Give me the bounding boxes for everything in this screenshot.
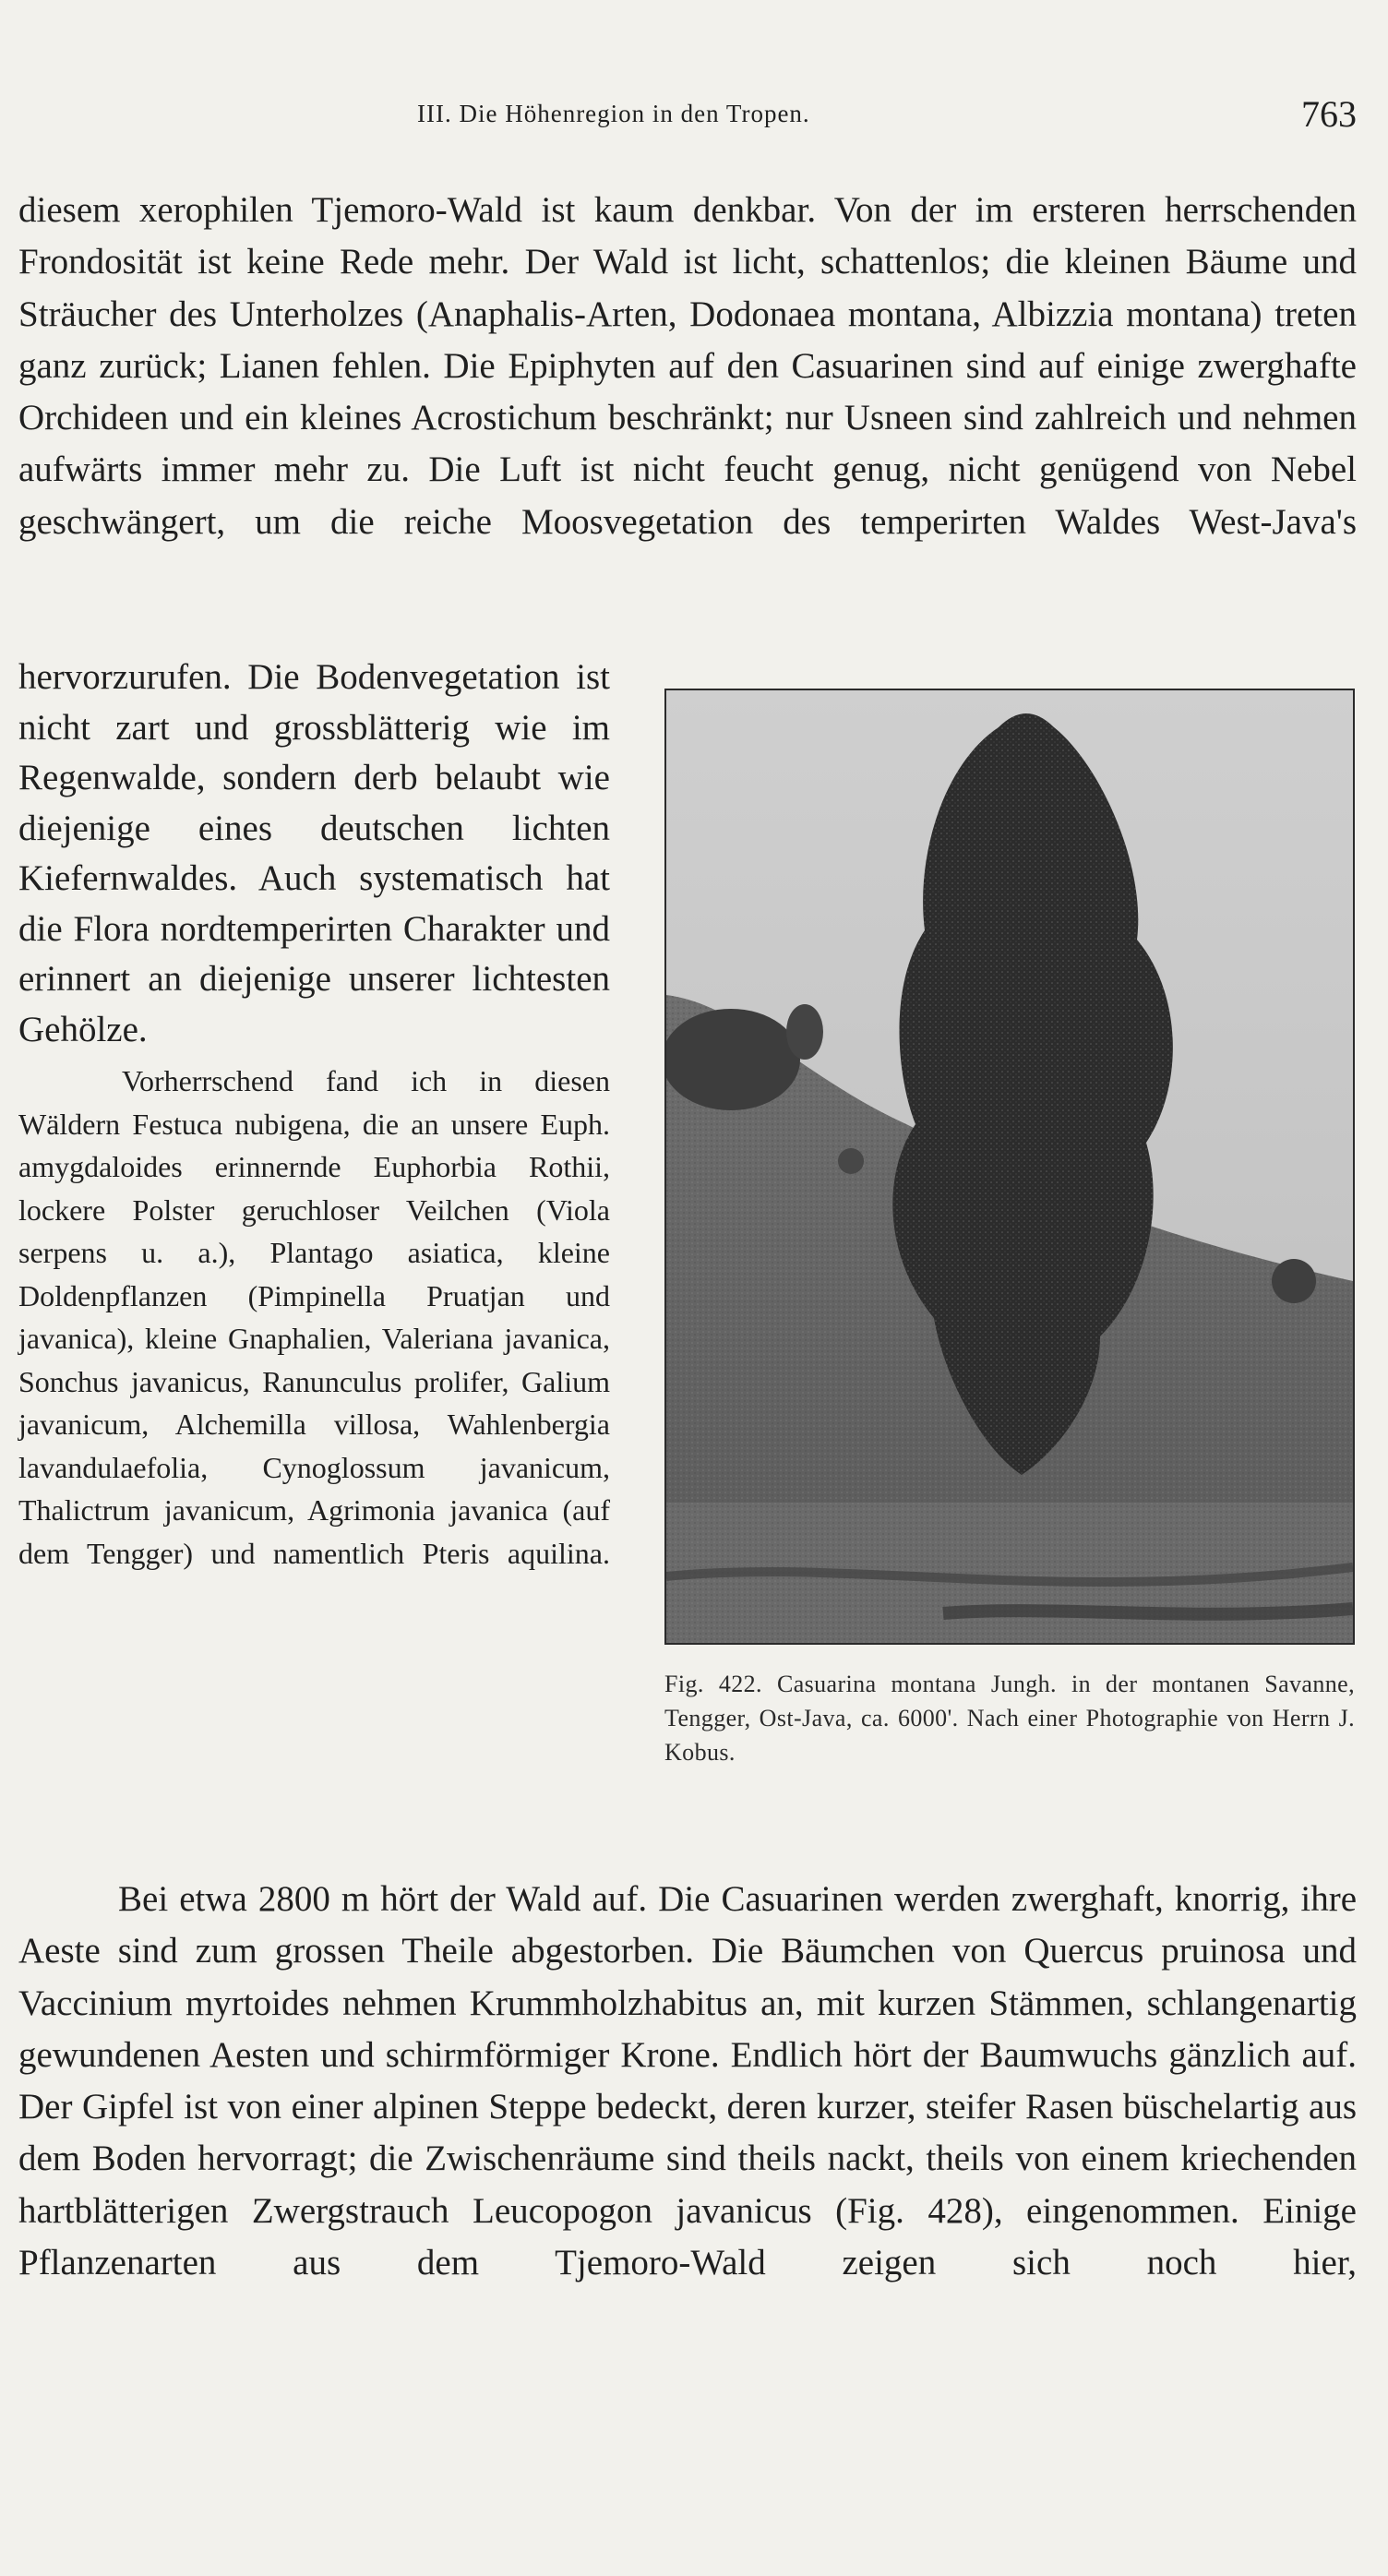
photo-illustration [666, 690, 1353, 1643]
running-head: III. Die Höhenregion in den Tropen. [417, 100, 810, 127]
paragraph-1: diesem xerophilen Tjemoro-Wald ist kaum denkbar. Von der im ersteren herrschenden Frondosität ist keine Rede mehr. Der Wald ist licht, schattenlos; die kleinen Bäume und Sträucher des Unterholzes (Anaphalis-Arten, Dodonaea montana, Albizzia montana) treten ganz zurück; Lianen fehlen. Die Epiphyten auf den Casuarinen sind auf einige zwerghafte Orchideen und ein kleines Acrostichum beschränkt; nur Usneen sind zahlreich und nehmen aufwärts immer mehr zu. Die Luft ist nicht feucht genug, nicht genügend von Nebel geschwängert, um die reiche Moosvegetation des temperirten Waldes West-Java's [18, 190, 1357, 542]
figure-caption: Fig. 422. Casuarina montana Jungh. in der montanen Savanne, Tengger, Ost-Java, ca. 6000'. Nach einer Photographie von Herrn J. Kobus. [664, 1671, 1355, 1766]
page-header [0, 92, 1388, 138]
left-column [18, 653, 610, 1575]
paragraph-2: hervorzurufen. Die Bodenvegetation ist nicht zart und grossblätterig wie im Regenwalde, sondern derb belaubt wie diejenige eines deutschen lichten Kiefernwaldes. Auch systematisch hat die Flora nordtemperirten Charakter und erinnert an diejenige unserer lichtesten Gehölze. [18, 657, 610, 1049]
figure-422 [664, 689, 1355, 1793]
paragraph-4: Bei etwa 2800 m hört der Wald auf. Die Casuarinen werden zwerghaft, knorrig, ihre Aeste sind zum grossen Theile abgestorben. Die Bäumchen von Quercus pruinosa und Vaccinium myrtoides nehmen Krummholzhabitus an, mit kurzen Stämmen, schlangenartig gewundenen Aesten und schirmförmiger Krone. Endlich hört der Baumwuchs gänzlich auf. Der Gipfel ist von einer alpinen Steppe bedeckt, deren kurzer, steifer Rasen büschelartig aus dem Boden hervorragt; die Zwischenräume sind theils nackt, theils von einem kriechenden hartblätterigen Zwergstrauch Leucopogon javanicus (Fig. 428), eingenommen. Einige Pflanzenarten aus dem Tjemoro-Wald zeigen sich noch hier, [18, 1879, 1357, 2283]
paragraph-3: Vorherrschend fand ich in diesen Wäldern Festuca nubigena, die an unsere Euph. amygdaloides erinnernde Euphorbia Rothii, lockere Polster geruchloser Veilchen (Viola serpens u. a.), Plantago asiatica, kleine Doldenpflanzen (Pimpinella Pruatjan und javanica), kleine Gnaphalien, Valeriana javanica, Sonchus javanicus, Ranunculus prolifer, Galium javanicum, Alchemilla villosa, Wahlenbergia lavandulaefolia, Cynoglossum javanicum, Thalictrum javanicum, Agrimonia javanica (auf dem Tengger) und namentlich Pteris aquilina. [18, 1064, 610, 1570]
casuarina-photo [664, 689, 1355, 1645]
page-number: 763 [1301, 93, 1357, 135]
